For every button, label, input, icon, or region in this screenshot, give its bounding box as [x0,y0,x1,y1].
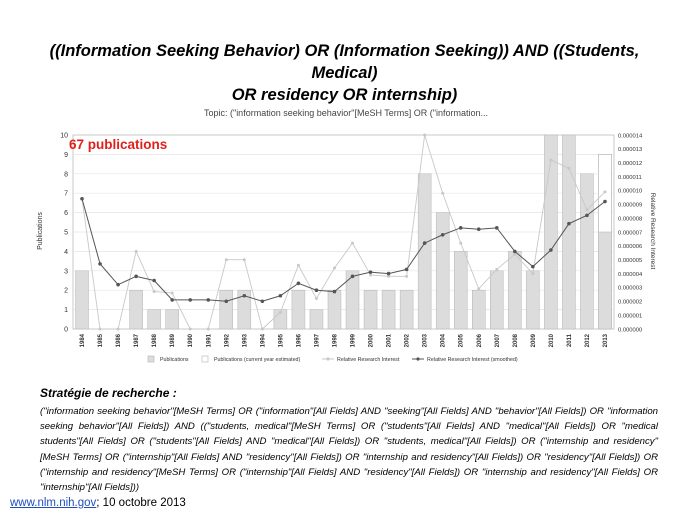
rri-point-1999 [351,242,354,245]
rri-smoothed-point-1991 [206,298,210,302]
y2-tick-label: 0.000002 [618,299,643,306]
rri-smoothed-point-1996 [297,281,301,285]
rri-smoothed-point-2007 [495,226,499,230]
y2-tick-label: 0.000010 [618,188,643,195]
y-tick-label: 6 [64,210,68,218]
x-tick-label: 2009 [530,334,537,348]
chart-title: Topic: ("information seeking behavior"[MeSH Terms] OR ("information... [203,108,489,118]
rri-smoothed-point-2012 [585,214,589,218]
y-tick-label: 2 [64,287,68,295]
bar-2009 [526,271,539,329]
y-tick-label: 10 [60,132,68,140]
rri-smoothed-point-1986 [116,283,120,287]
x-tick-label: 2003 [422,334,429,348]
rri-point-2004 [441,192,444,195]
legend-label-0: Publications [160,357,189,363]
rri-smoothed-point-1999 [351,275,355,279]
rri-point-2013 [603,190,606,193]
y-tick-label: 8 [64,171,68,179]
rri-point-2010 [549,158,552,161]
x-tick-label: 1990 [188,334,195,348]
y2-tick-label: 0.000004 [618,271,643,278]
rri-point-1993 [243,258,246,261]
bar-2013 [598,232,611,329]
x-tick-label: 1989 [170,334,177,348]
x-tick-label: 1996 [296,334,303,348]
rri-point-1996 [297,264,300,267]
bar-2010 [544,135,557,329]
rri-smoothed-point-1992 [224,299,228,303]
x-tick-label: 1984 [80,334,87,348]
rri-smoothed-point-1984 [80,197,84,201]
rri-smoothed-point-2010 [549,248,553,252]
y-tick-label: 5 [64,229,68,237]
bar-2011 [562,135,575,329]
bar-2000 [364,290,377,329]
y2-tick-label: 0.000007 [618,230,643,237]
footer [10,497,186,509]
rri-smoothed-point-2011 [567,222,571,226]
y2-tick-label: 0.000001 [618,313,643,320]
rri-point-2007 [495,268,498,271]
rri-smoothed-point-1997 [315,288,319,292]
rri-smoothed-point-2009 [531,265,535,269]
x-tick-label: 2002 [404,334,411,348]
y2-tick-label: 0.000000 [618,327,643,334]
x-tick-label: 1993 [242,334,249,348]
pubmed-trend-chart [30,104,662,372]
y2-tick-label: 0.000009 [618,202,643,209]
x-tick-label: 1995 [278,334,285,348]
strategy-query-text: ("information seeking behavior"[MeSH Terms] OR ("information"[All Fields] AND "seeking"[All Fields] AND "behavior"[All Fields]) OR "information seeking behavior"[All Fields]) AND (("students, medical"[MeSH Terms] OR ("students"[All Fields] AND "medical"[All Fields]) OR "medical students"[All Fields] OR ("students"[All Fields] AND "medical"[All Fields]) OR "students, medical"[All Fields]) OR ("internship and residency"[MeSH Terms] OR ("internship"[All Fields] AND "residency"[All Fields]) OR "internship and residency"[All Fields]) OR "residency"[All Fields]) OR ("internship and residency"[MeSH Terms] OR ("internship"[All Fields] AND "residency"[All Fields]) OR "internship and residency"[All Fields] OR "internship"[All Fields])) [40,406,658,494]
rri-point-1987 [135,250,138,253]
rri-point-1989 [171,291,174,294]
x-tick-label: 2013 [602,334,609,348]
rri-smoothed-point-2004 [441,233,445,237]
bar-2006 [472,290,485,329]
x-tick-label: 2012 [584,334,591,348]
bar-2003 [418,174,431,329]
y-tick-label: 0 [64,326,68,334]
x-tick-label: 2007 [494,334,501,348]
rri-point-1994 [261,328,264,331]
bar-1997 [310,310,323,329]
y2-tick-label: 0.000013 [618,147,643,154]
legend-swatch-0 [148,356,154,362]
bar-1988 [148,310,161,329]
rri-point-1988 [153,290,156,293]
y-tick-label: 7 [64,190,68,198]
rri-point-1990 [189,328,192,331]
bar-1984 [76,271,89,329]
y2-tick-label: 0.000014 [618,133,643,140]
rri-point-2006 [477,287,480,290]
rri-smoothed-point-1988 [152,279,156,283]
rri-smoothed-point-1989 [170,298,174,302]
rri-point-1991 [207,328,210,331]
x-tick-label: 1987 [134,334,141,348]
x-tick-label: 1988 [152,334,159,348]
x-tick-label: 1994 [260,334,267,348]
y-axis-label: Publications [37,212,44,250]
y-tick-label: 1 [64,307,68,315]
slide-title-line1: ((Information Seeking Behavior) OR (Information Seeking)) AND ((Students, Medical) [49,42,640,82]
rri-point-2003 [423,134,426,137]
x-tick-label: 2006 [476,334,483,348]
rri-point-2012 [585,208,588,211]
bar-2001 [382,290,395,329]
x-tick-label: 2010 [548,334,555,348]
rri-smoothed-point-2013 [603,200,607,204]
y2-tick-label: 0.000008 [618,216,643,223]
bar-2007 [490,271,503,329]
y2-tick-label: 0.000005 [618,258,643,265]
x-tick-label: 2000 [368,334,375,348]
x-tick-label: 1997 [314,334,321,348]
y2-tick-label: 0.000011 [618,174,642,181]
publication-count-annotation: 67 publications [69,137,168,152]
y-tick-label: 3 [64,268,68,276]
nlm-link[interactable]: www.nlm.nih.gov [10,497,97,509]
rri-point-2009 [531,272,534,275]
bar-1987 [130,290,143,329]
footer-date: ; 10 octobre 2013 [96,497,186,509]
legend-marker-2 [326,357,329,360]
rri-point-1992 [225,258,228,261]
x-tick-label: 1986 [116,334,123,348]
y2-tick-label: 0.000006 [618,244,643,251]
x-tick-label: 1998 [332,334,339,348]
strategy-heading: Stratégie de recherche : [40,386,177,400]
x-tick-label: 1999 [350,334,357,348]
legend-marker-3 [416,357,419,360]
rri-smoothed-point-2001 [387,272,391,276]
x-tick-label: 2011 [566,334,573,348]
rri-smoothed-point-1998 [333,290,337,294]
legend-label-3: Relative Research Interest (smoothed) [427,357,518,363]
rri-smoothed-point-1985 [98,262,102,266]
rri-smoothed-point-1993 [243,294,247,298]
bar-1989 [166,310,179,329]
rri-point-1997 [315,297,318,300]
rri-smoothed-point-1987 [134,275,138,279]
legend-label-1: Publications (current year estimated) [214,357,301,363]
rri-smoothed-point-2003 [423,241,427,245]
y-tick-label: 4 [64,248,68,256]
bar-2004 [436,213,449,329]
y2-tick-label: 0.000012 [618,161,643,168]
x-tick-label: 2001 [386,334,393,348]
bar-2012 [580,174,593,329]
chart-legend [148,356,518,363]
rri-point-1995 [279,311,282,314]
x-tick-label: 2008 [512,334,519,348]
y-tick-label: 9 [64,151,68,159]
bar-2005 [454,251,467,329]
rri-smoothed-point-1990 [188,298,192,302]
rri-smoothed-point-2008 [513,250,517,254]
bar-1998 [328,290,341,329]
rri-smoothed-point-2000 [369,270,373,274]
slide-title-line2: OR residency OR internship) [231,86,458,104]
rri-point-2005 [459,242,462,245]
rri-smoothed-point-1995 [279,294,283,298]
bar-1992 [220,290,233,329]
y2-tick-label: 0.000003 [618,285,643,292]
rri-point-1998 [333,267,336,270]
rri-smoothed-point-2005 [459,226,463,230]
rri-point-1986 [117,328,120,331]
bar-1996 [292,290,305,329]
x-tick-label: 1985 [98,334,105,348]
slide-title [20,40,669,106]
x-tick-label: 1991 [206,334,213,348]
legend-swatch-1 [202,356,208,362]
rri-point-1985 [99,328,102,331]
rri-smoothed-point-2006 [477,227,481,231]
y2-axis-label: Relative Research Interest [649,192,656,270]
rri-smoothed-point-2002 [405,268,409,272]
rri-point-2011 [567,167,570,170]
bar-2002 [400,290,413,329]
x-tick-label: 2005 [458,334,465,348]
x-tick-label: 2004 [440,334,447,348]
rri-smoothed-point-1994 [261,299,265,303]
legend-label-2: Relative Research Interest [337,357,400,363]
bar-2008 [508,251,521,329]
x-tick-label: 1992 [224,334,231,348]
rri-point-2002 [405,275,408,278]
